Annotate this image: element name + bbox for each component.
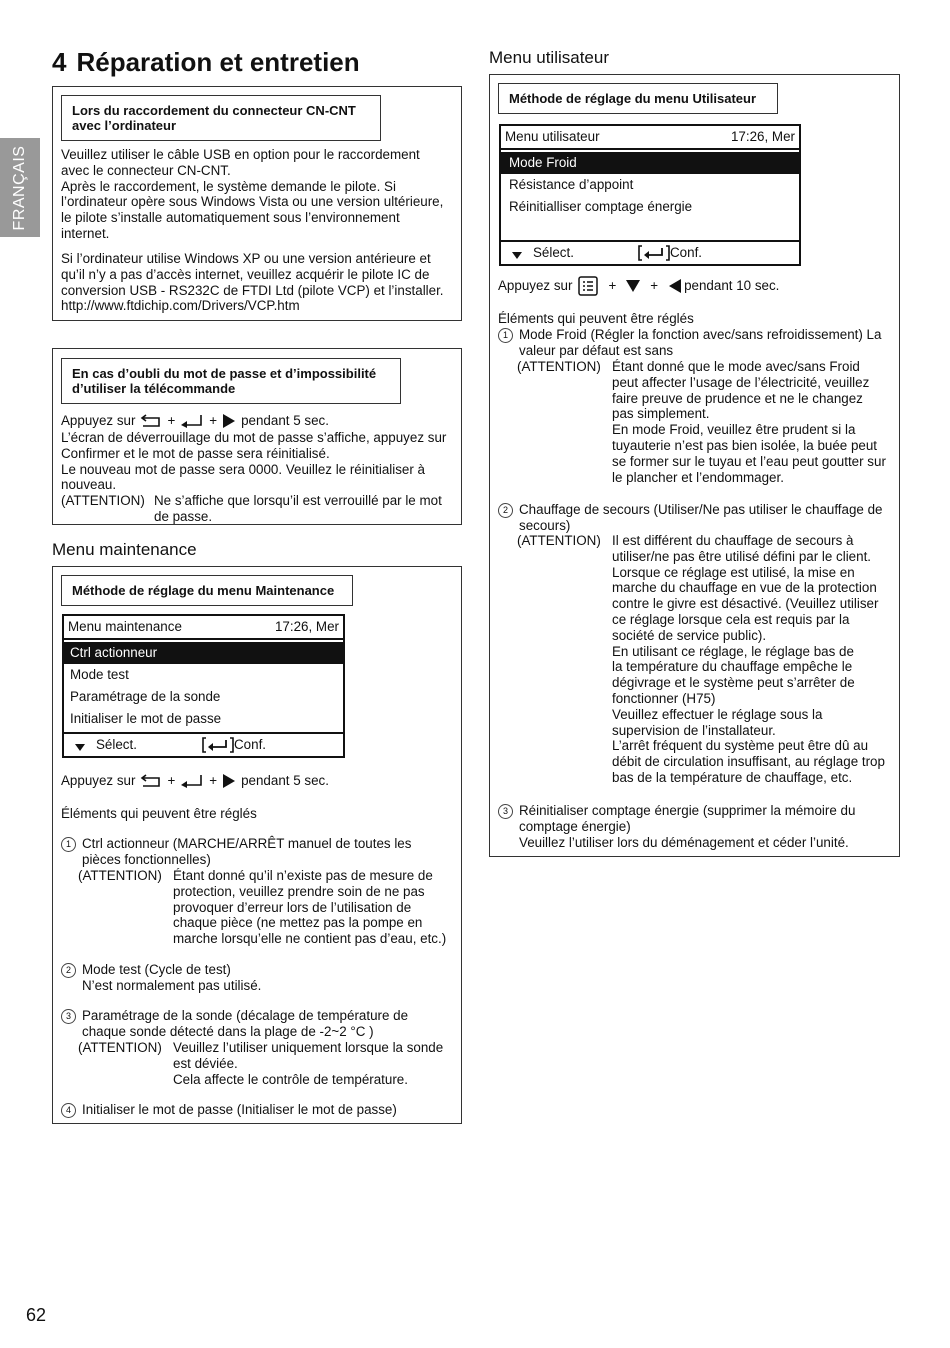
user-section bbox=[489, 74, 900, 857]
lcd-menu-item[interactable]: Paramétrage de la sonde bbox=[70, 689, 221, 704]
lcd-conf-label: Conf. bbox=[670, 245, 703, 260]
enter-bracket-icon bbox=[638, 245, 670, 261]
cn-cnt-section bbox=[52, 86, 462, 321]
down-arrow-icon bbox=[75, 744, 85, 752]
page-number: 62 bbox=[26, 1305, 47, 1325]
maintenance-section bbox=[52, 566, 462, 1124]
lcd-title-bar bbox=[501, 126, 799, 150]
item-text: Réinitialiser comptage énergie (supprimer la mémoire du comptage énergie) Veuillez l’utiliser lors du déménagement et céder l’unité. bbox=[519, 803, 856, 850]
maintenance-elements-label: Éléments qui peuvent être réglés bbox=[61, 806, 257, 821]
user-item-1-attention bbox=[517, 359, 897, 485]
item-text: Mode test (Cycle de test) N’est normalement pas utilisé. bbox=[82, 962, 262, 993]
maintenance-item-3 bbox=[61, 1008, 457, 1040]
attention-text: Étant donné que le mode avec/sans Froid peut affecter l’usage de l’électricité, veuillez faire preuve de prudence et ne le changez pas simplement. En mode Froid, veuillez être prudent si la tuyauterie n’est pas bien isolée, la buée peut se former sur le tuyau et l’eau peut goutter sur le plancher et l’endommager. bbox=[612, 359, 886, 485]
press-prefix: Appuyez sur bbox=[61, 773, 136, 788]
item-text: Ctrl actionneur (MARCHE/ARRÊT manuel de toutes les pièces fonctionnelles) bbox=[82, 836, 412, 867]
page-title bbox=[52, 46, 360, 78]
user-title: Menu utilisateur bbox=[489, 48, 610, 67]
language-tab-label: FRANÇAIS bbox=[11, 145, 29, 230]
item-number: 2 bbox=[61, 963, 76, 978]
attention-text: Ne s’affiche que lorsqu’il est verrouillé par le mot de passe. bbox=[154, 493, 442, 524]
lcd-title-bar bbox=[64, 616, 343, 640]
maintenance-item-1-attention bbox=[78, 868, 458, 947]
chapter-title: Réparation et entretien bbox=[76, 47, 360, 77]
password-press-line bbox=[61, 413, 457, 429]
user-item-2-attention bbox=[517, 533, 897, 786]
password-header: En cas d’oubli du mot de passe et d’impossibilité d’utiliser la télécommande bbox=[61, 358, 401, 404]
attention-text: Veuillez l’utiliser uniquement lorsque la sonde est déviée. Cela affecte le contrôle de température. bbox=[173, 1040, 444, 1087]
press-suffix: pendant 5 sec. bbox=[241, 413, 329, 428]
attention-label: (ATTENTION) bbox=[517, 533, 601, 548]
item-number: 3 bbox=[498, 804, 513, 819]
lcd-menu-item[interactable]: Résistance d’appoint bbox=[509, 177, 634, 192]
lcd-time: 17:26, Mer bbox=[274, 619, 339, 634]
lcd-bottom-bar bbox=[64, 732, 343, 756]
attention-text: Étant donné qu’il n’existe pas de mesure de protection, veuillez prendre soin de ne pas provoquer d’erreur lors de l’utilisation de chaque pièce (ne mettez pas la pompe en marche lorsqu’elle ne contient pas d’eau, etc.) bbox=[173, 868, 447, 947]
enter-key-icon bbox=[180, 414, 204, 428]
lcd-select-label: Sélect. bbox=[96, 737, 137, 752]
maintenance-item-1 bbox=[61, 836, 457, 868]
maintenance-press-line bbox=[61, 773, 457, 789]
language-tab bbox=[0, 138, 40, 237]
item-number: 2 bbox=[498, 503, 513, 518]
item-text: Initialiser le mot de passe (Initialiser le mot de passe) bbox=[82, 1102, 397, 1117]
lcd-title: Menu utilisateur bbox=[505, 129, 600, 144]
cn-cnt-para2: Si l’ordinateur utilise Windows XP ou une version antérieure et qu’il n’y a pas d’accès internet, veuillez acquérir le pilote IC de conversion USB - RS232C de FTDI Ltd (pilote VCP) et l’installer. http://www.ftdichip.com/Drivers/VCP.htm bbox=[61, 251, 444, 314]
user-lcd bbox=[499, 124, 801, 266]
lcd-bottom-bar bbox=[501, 240, 799, 264]
user-box-header: Méthode de réglage du menu Utilisateur bbox=[498, 83, 778, 114]
cn-cnt-para1: Veuillez utiliser le câble USB en option pour le raccordement avec le connecteur CN-CNT. Après le raccordement, le système demande le pilote. Si l’ordinateur opère sous Windows Vista ou une version ultérieure, le pilote s’installe automatiquement sous l’environnement internet. bbox=[61, 147, 444, 241]
back-key-icon bbox=[140, 414, 162, 428]
plus-sign: + bbox=[209, 413, 218, 428]
item-number: 1 bbox=[498, 328, 513, 343]
chapter-number: 4 bbox=[52, 47, 67, 77]
menu-key-icon bbox=[578, 276, 598, 296]
password-body: L’écran de déverrouillage du mot de passe s’affiche, appuyez sur Confirmer et le mot de passe sera réinitialisé. Le nouveau mot de passe sera 0000. Veuillez le réinitialiser à nouveau. bbox=[61, 430, 447, 493]
maintenance-title: Menu maintenance bbox=[52, 540, 197, 559]
lcd-menu-item[interactable]: Réinitialliser comptage énergie bbox=[509, 199, 693, 214]
maintenance-item-4 bbox=[61, 1102, 457, 1118]
plus-sign: + bbox=[167, 773, 176, 788]
lcd-menu-item[interactable]: Initialiser le mot de passe bbox=[70, 711, 222, 726]
lcd-title: Menu maintenance bbox=[68, 619, 182, 634]
press-prefix: Appuyez sur bbox=[61, 413, 136, 428]
maintenance-lcd bbox=[62, 614, 345, 758]
down-triangle-icon bbox=[626, 279, 640, 293]
plus-sign: + bbox=[608, 278, 617, 294]
lcd-menu-item[interactable]: Ctrl actionneur bbox=[64, 642, 343, 664]
maintenance-item-2 bbox=[61, 962, 457, 994]
plus-sign: + bbox=[167, 413, 176, 428]
item-number: 4 bbox=[61, 1103, 76, 1118]
lcd-menu-item[interactable]: Mode test bbox=[70, 667, 129, 682]
user-press-line bbox=[498, 276, 894, 296]
item-text: Paramétrage de la sonde (décalage de température de chaque sonde détecté dans la plage de -2~2 °C ) bbox=[82, 1008, 409, 1039]
user-item-2 bbox=[498, 502, 894, 534]
attention-text: Il est différent du chauffage de secours à utiliser/ne pas être utilisé défini par le client. Lorsque ce réglage est utilisé, la mise en marche du chauffage en vue de la protection contre le givre est désactivé. (Veuillez utiliser ce réglage lorsque cela est requis par la société de service public). En utilisant ce réglage, le réglage bas de la température du chauffage empêche le dégivrage et le système peut s’arrêter de fonctionner (H75) Veuillez effectuer le réglage sous la supervision de l’installateur. L’arrêt fréquent du système peut être dû au débit de circulation insuffisant, au réglage trop bas de la température de chauffage, etc. bbox=[612, 533, 885, 785]
password-attention bbox=[61, 493, 457, 525]
lcd-conf-label: Conf. bbox=[234, 737, 267, 752]
attention-label: (ATTENTION) bbox=[78, 868, 162, 883]
lcd-menu-item[interactable]: Mode Froid bbox=[501, 152, 799, 174]
back-key-icon bbox=[140, 774, 162, 788]
enter-bracket-icon bbox=[202, 737, 234, 753]
user-item-1 bbox=[498, 327, 894, 359]
plus-sign: + bbox=[650, 278, 659, 294]
lcd-conf-bracket bbox=[202, 737, 234, 753]
maintenance-box-header: Méthode de réglage du menu Maintenance bbox=[61, 575, 353, 606]
right-arrow-icon bbox=[222, 774, 236, 788]
attention-label: (ATTENTION) bbox=[78, 1040, 162, 1055]
item-number: 3 bbox=[61, 1009, 76, 1024]
attention-label: (ATTENTION) bbox=[517, 359, 601, 374]
lcd-conf-bracket bbox=[638, 245, 670, 261]
item-text: Chauffage de secours (Utiliser/Ne pas utiliser le chauffage de secours) bbox=[519, 502, 883, 533]
plus-sign: + bbox=[209, 773, 218, 788]
user-elements-label: Éléments qui peuvent être réglés bbox=[498, 311, 694, 326]
lcd-time: 17:26, Mer bbox=[730, 129, 795, 144]
attention-label: (ATTENTION) bbox=[61, 493, 145, 508]
down-arrow-icon bbox=[512, 252, 522, 260]
left-triangle-icon bbox=[668, 279, 682, 293]
press-suffix: pendant 10 sec. bbox=[684, 278, 780, 294]
right-arrow-icon bbox=[222, 414, 236, 428]
press-suffix: pendant 5 sec. bbox=[241, 773, 329, 788]
user-item-3 bbox=[498, 803, 894, 850]
item-number: 1 bbox=[61, 837, 76, 852]
item-text: Mode Froid (Régler la fonction avec/sans refroidissement) La valeur par défaut est sans bbox=[519, 327, 882, 358]
press-prefix: Appuyez sur bbox=[498, 278, 573, 294]
cn-cnt-header: Lors du raccordement du connecteur CN-CNT avec l’ordinateur bbox=[61, 95, 381, 141]
maintenance-item-3-attention bbox=[78, 1040, 458, 1087]
enter-key-icon bbox=[180, 774, 204, 788]
password-section bbox=[52, 348, 462, 525]
lcd-select-label: Sélect. bbox=[533, 245, 574, 260]
